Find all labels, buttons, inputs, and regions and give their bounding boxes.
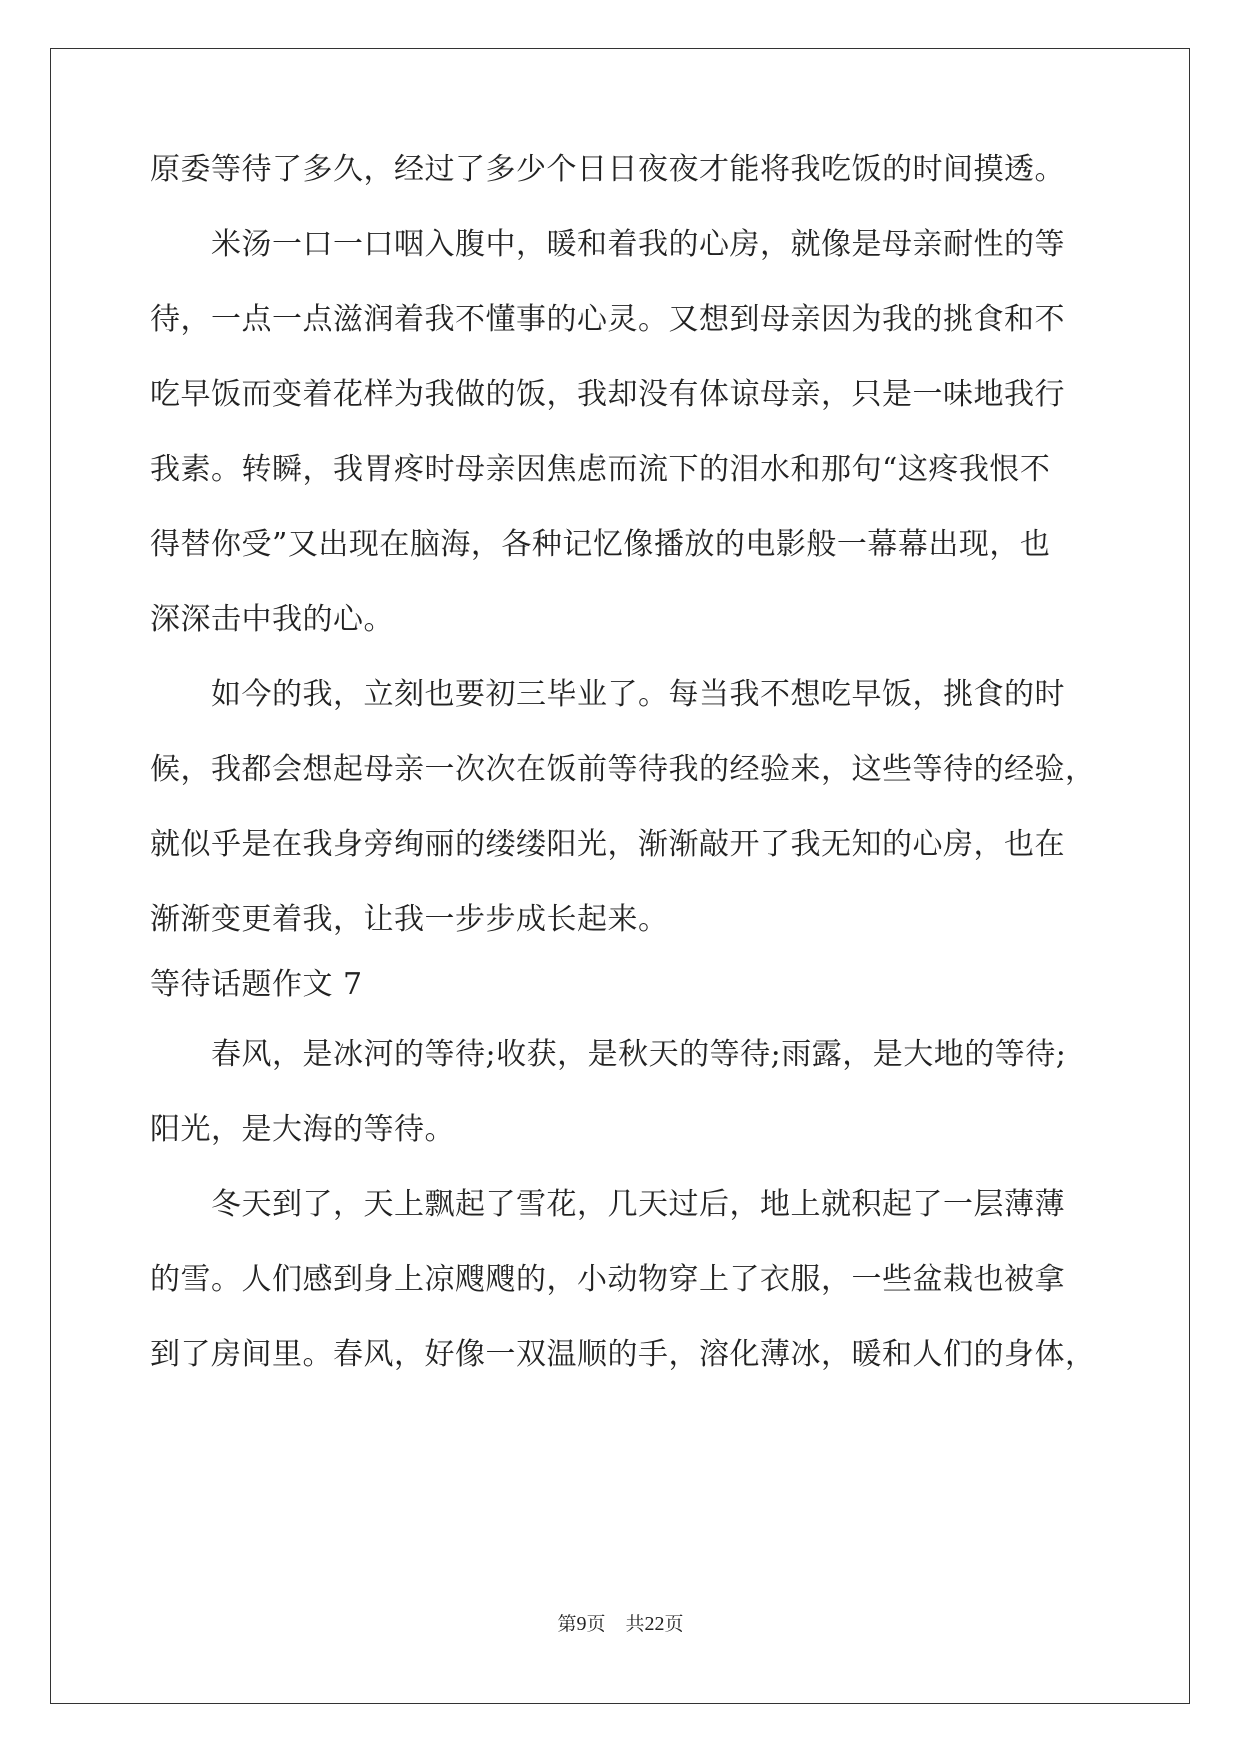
text-line: 如今的我，立刻也要初三毕业了。每当我不想吃早饭，挑食的时 [150,677,1065,712]
text-line: 就似乎是在我身旁绚丽的缕缕阳光，渐渐敲开了我无知的心房，也在 [150,827,1065,862]
text-line: 得替你受”又出现在脑海，各种记忆像播放的电影般一幕幕出现，也 [150,527,1051,562]
section-heading: 等待话题作文 7 [150,967,363,1002]
text-line: 候，我都会想起母亲一次次在饭前等待我的经验来，这些等待的经验， [150,752,1096,787]
text-line: 冬天到了，天上飘起了雪花，几天过后，地上就积起了一层薄薄 [150,1187,1065,1222]
text-line: 深深击中我的心。 [150,602,394,637]
text-line: 原委等待了多久，经过了多少个日日夜夜才能将我吃饭的时间摸透。 [150,152,1065,187]
total-pages: 22 [644,1613,665,1635]
total-prefix: 共 [625,1613,645,1635]
page-suffix: 页 [586,1613,606,1635]
text-line: 春风，是冰河的等待;收获，是秋天的等待;雨露，是大地的等待; [150,1037,1067,1072]
page-prefix: 第 [557,1613,577,1635]
text-line: 待，一点一点滋润着我不懂事的心灵。又想到母亲因为我的挑食和不 [150,302,1065,337]
page-border [50,48,1190,1704]
page-number: 9 [576,1613,587,1635]
total-suffix: 页 [664,1613,684,1635]
text-line: 米汤一口一口咽入腹中，暖和着我的心房，就像是母亲耐性的等 [150,227,1065,262]
page-footer [0,1612,1241,1636]
text-line: 吃早饭而变着花样为我做的饭，我却没有体谅母亲，只是一味地我行 [150,377,1065,412]
text-line: 到了房间里。春风，好像一双温顺的手，溶化薄冰，暖和人们的身体， [150,1337,1096,1372]
text-line: 渐渐变更着我，让我一步步成长起来。 [150,902,669,937]
text-line: 的雪。人们感到身上凉飕飕的，小动物穿上了衣服，一些盆栽也被拿 [150,1262,1065,1297]
text-line: 我素。转瞬，我胃疼时母亲因焦虑而流下的泪水和那句“这疼我恨不 [150,452,1051,487]
text-line: 阳光，是大海的等待。 [150,1112,455,1147]
